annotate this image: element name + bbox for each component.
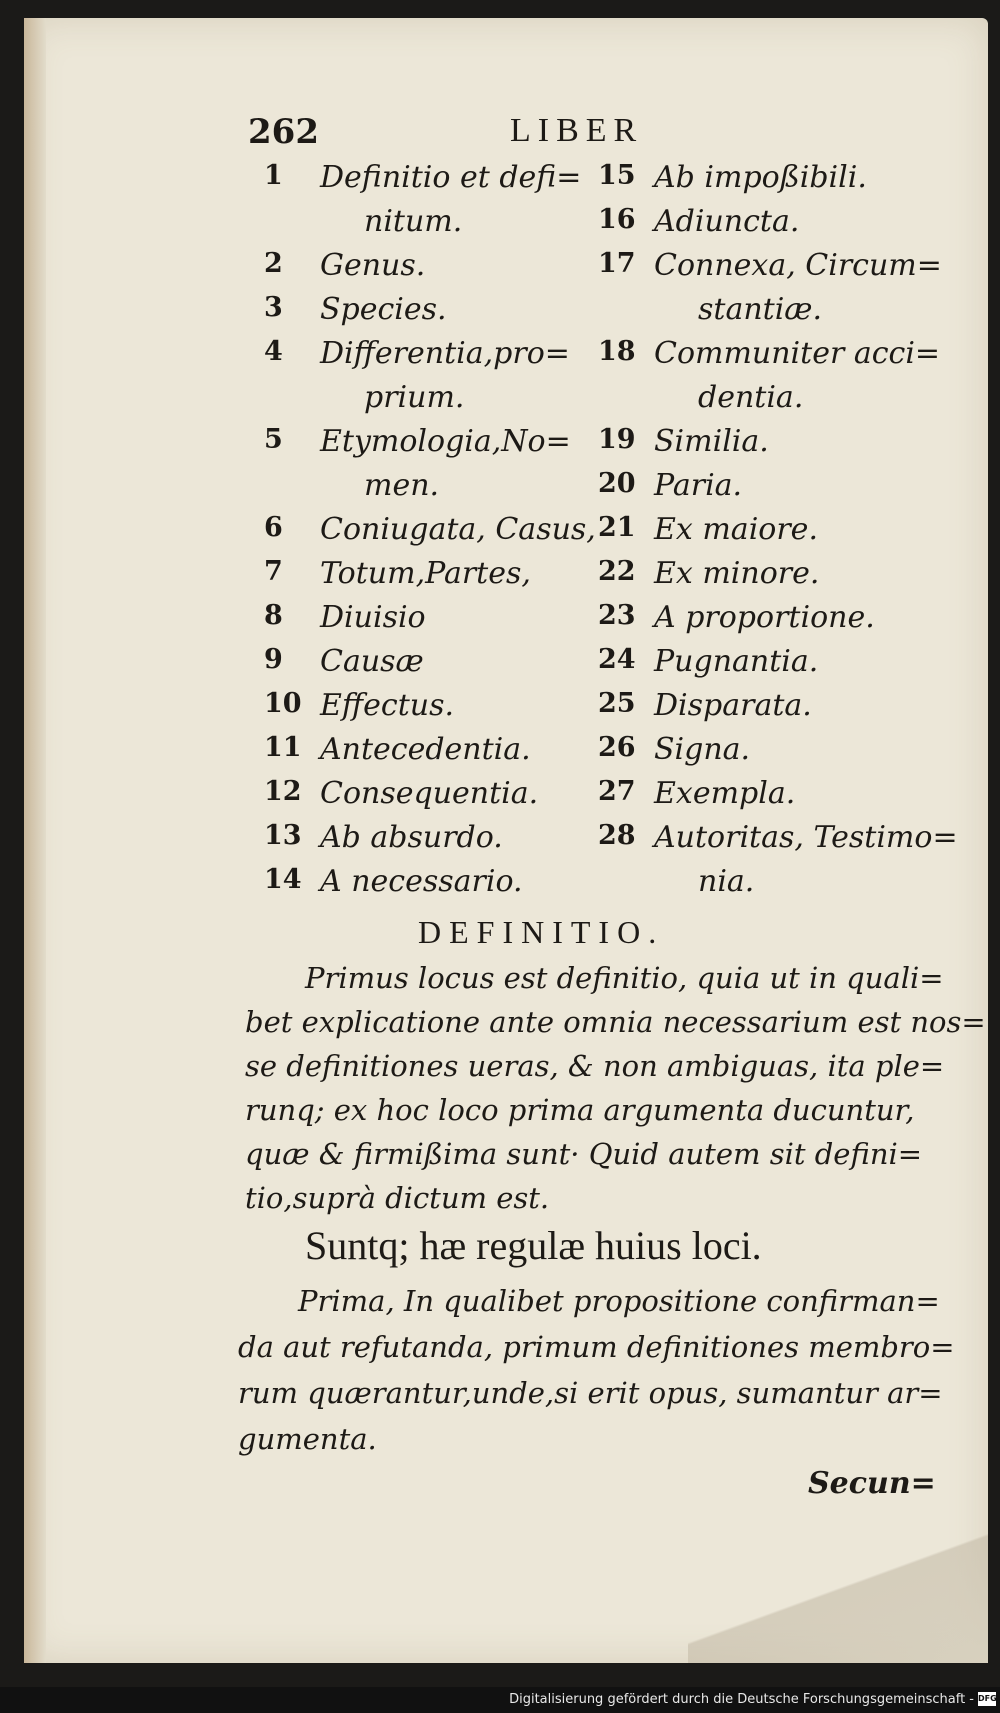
item-label: Communiter acci= (654, 336, 941, 371)
item-label: Autoritas, Testimo= (654, 820, 958, 855)
page-header (248, 112, 948, 152)
item-label: Ex minore. (654, 556, 820, 591)
item-label: Adiuncta. (654, 204, 800, 239)
item-label: Similia. (654, 424, 769, 459)
item-label: Ab absurdo. (320, 820, 503, 855)
list-item (598, 468, 928, 512)
item-label: Signa. (654, 732, 751, 767)
item-label: Consequentia. (320, 776, 539, 811)
item-label-continuation: men. (364, 468, 440, 503)
list-item (598, 248, 942, 336)
item-label: Ex maiore. (654, 512, 818, 547)
list-item (598, 160, 928, 204)
item-label-continuation: nitum. (364, 204, 463, 239)
text-line: tio,suprà dictum est. (245, 1181, 550, 1215)
item-number: 15 (598, 160, 636, 191)
item-number: 14 (264, 864, 302, 895)
item-number: 21 (598, 512, 636, 543)
item-label: Definitio et defi= (320, 160, 582, 195)
item-label: Differentia,pro= (320, 336, 570, 371)
item-number: 22 (598, 556, 636, 587)
item-number: 2 (264, 248, 283, 279)
text-line: quæ & firmißima sunt· Quid autem sit defini= (245, 1137, 923, 1171)
paragraph-definitio (245, 956, 986, 1220)
item-label: A necessario. (320, 864, 523, 899)
item-label: Coniugata, Casus, (320, 512, 596, 547)
item-label: Connexa, Circum= (654, 248, 942, 283)
item-number: 19 (598, 424, 636, 455)
list-item (598, 732, 928, 776)
list-item (264, 424, 584, 512)
footer-credit: Digitalisierung gefördert durch die Deutsche Forschungsgemeinschaft - (509, 1692, 974, 1707)
item-label: Effectus. (320, 688, 455, 723)
item-number: 25 (598, 688, 636, 719)
item-number: 7 (264, 556, 283, 587)
item-label: Exempla. (654, 776, 796, 811)
item-number: 24 (598, 644, 636, 675)
item-label: Totum,Partes, (320, 556, 531, 591)
item-number: 4 (264, 336, 283, 367)
text-line: da aut refutanda, primum definitiones membro= (238, 1330, 955, 1364)
item-label-continuation: dentia. (698, 380, 804, 415)
list-item (598, 204, 928, 248)
running-head: LIBER (510, 112, 644, 149)
item-label-continuation: stantiæ. (698, 292, 823, 327)
topic-list-left (264, 160, 596, 908)
item-number: 11 (264, 732, 302, 763)
page-number: 262 (248, 112, 319, 152)
list-item (264, 160, 584, 248)
page-corner-curl (688, 1513, 988, 1663)
text-line: runq; ex hoc loco prima argumenta ducuntur, (245, 1093, 915, 1127)
item-number: 10 (264, 688, 302, 719)
list-item (264, 336, 584, 424)
list-item (598, 336, 941, 424)
list-item (264, 556, 584, 600)
rules-heading: Suntq; hæ regulæ huius loci. (305, 1223, 762, 1268)
item-number: 13 (264, 820, 302, 851)
text-line: bet explicatione ante omnia necessarium est nos= (245, 1005, 986, 1039)
item-label: Etymologia,No= (320, 424, 571, 459)
text-line: se definitiones ueras, & non ambiguas, ita ple= (245, 1049, 945, 1083)
list-item (598, 600, 928, 644)
list-item (598, 644, 928, 688)
list-item (598, 776, 928, 820)
item-number: 20 (598, 468, 636, 499)
item-label: A proportione. (654, 600, 875, 635)
item-number: 28 (598, 820, 636, 851)
item-number: 1 (264, 160, 283, 191)
page-edge (24, 18, 46, 1663)
item-label: Paria. (654, 468, 743, 503)
item-number: 26 (598, 732, 636, 763)
item-number: 5 (264, 424, 283, 455)
item-label-continuation: nia. (698, 864, 755, 899)
section-heading: DEFINITIO. (418, 914, 665, 950)
item-label: Species. (320, 292, 447, 327)
list-item (264, 644, 584, 688)
item-number: 23 (598, 600, 636, 631)
dfg-logo: DFG (978, 1692, 996, 1706)
item-label-continuation: prium. (364, 380, 465, 415)
list-item (264, 600, 584, 644)
item-number: 18 (598, 336, 636, 367)
list-item (264, 732, 584, 776)
list-item (264, 248, 584, 292)
item-label: Disparata. (654, 688, 812, 723)
item-label: Diuisio (320, 600, 426, 635)
catchword: Secun= (808, 1466, 936, 1501)
item-label: Genus. (320, 248, 426, 283)
text-line: rum quærantur,unde,si erit opus, sumantur ar= (238, 1376, 943, 1410)
item-number: 8 (264, 600, 283, 631)
list-item (264, 820, 584, 864)
list-item (264, 776, 584, 820)
text-line: Primus locus est definitio, quia ut in quali= (305, 961, 944, 995)
item-label: Causæ (320, 644, 424, 679)
list-item (598, 556, 928, 600)
footer-bar (0, 1687, 1000, 1713)
text-line: gumenta. (238, 1422, 377, 1456)
list-item (264, 688, 584, 732)
item-number: 16 (598, 204, 636, 235)
list-item (598, 424, 928, 468)
list-item (598, 820, 958, 908)
item-number: 17 (598, 248, 636, 279)
list-item (264, 292, 584, 336)
item-label: Ab impoßibili. (654, 160, 867, 195)
topic-list-right (598, 160, 958, 908)
item-number: 6 (264, 512, 283, 543)
list-item (598, 688, 928, 732)
item-number: 12 (264, 776, 302, 807)
list-item (598, 512, 928, 556)
text-line: Prima, In qualibet propositione confirman= (298, 1284, 940, 1318)
paragraph-prima (238, 1278, 955, 1462)
item-number: 9 (264, 644, 283, 675)
item-label: Pugnantia. (654, 644, 819, 679)
item-number: 3 (264, 292, 283, 323)
list-item (264, 512, 596, 556)
item-number: 27 (598, 776, 636, 807)
list-item (264, 864, 584, 908)
item-label: Antecedentia. (320, 732, 531, 767)
